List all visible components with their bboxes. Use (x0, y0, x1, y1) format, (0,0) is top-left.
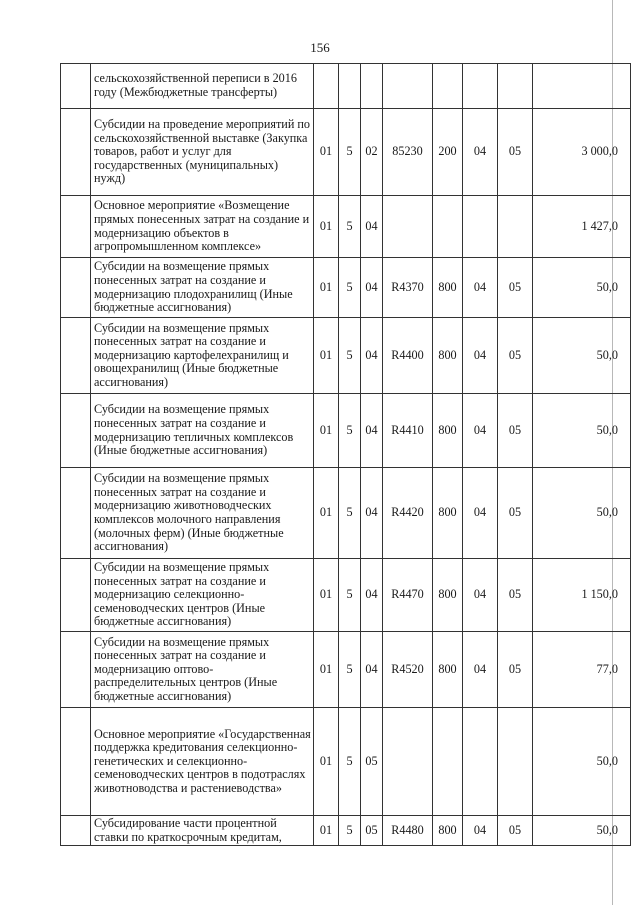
code-target-article: R4400 (383, 318, 433, 394)
code-event: 04 (361, 196, 383, 258)
code-target-article: R4420 (383, 468, 433, 559)
table-row (61, 196, 631, 258)
code-subprogram: 5 (339, 258, 361, 318)
code-subprogram (339, 64, 361, 109)
code-expense-type (433, 64, 463, 109)
code-program: 01 (314, 318, 339, 394)
row-number-cell (61, 559, 91, 632)
row-number-cell (61, 468, 91, 559)
table-row (61, 394, 631, 468)
amount-cell: 1 150,0 (533, 559, 631, 632)
code-subsection (498, 708, 533, 816)
code-subprogram: 5 (339, 632, 361, 708)
code-expense-type (433, 196, 463, 258)
code-subprogram: 5 (339, 816, 361, 846)
code-expense-type: 800 (433, 468, 463, 559)
code-target-article: R4520 (383, 632, 433, 708)
code-section (463, 708, 498, 816)
amount-cell: 50,0 (533, 468, 631, 559)
code-event: 04 (361, 318, 383, 394)
amount-cell: 50,0 (533, 708, 631, 816)
code-subsection: 05 (498, 468, 533, 559)
code-program: 01 (314, 708, 339, 816)
code-event: 05 (361, 708, 383, 816)
table-row (61, 816, 631, 846)
code-target-article (383, 708, 433, 816)
code-target-article: R4470 (383, 559, 433, 632)
code-program: 01 (314, 816, 339, 846)
amount-cell: 1 427,0 (533, 196, 631, 258)
code-event: 04 (361, 468, 383, 559)
code-program (314, 64, 339, 109)
code-section (463, 64, 498, 109)
code-program: 01 (314, 258, 339, 318)
code-target-article: R4410 (383, 394, 433, 468)
code-expense-type (433, 708, 463, 816)
table-row (61, 109, 631, 196)
item-name-cell: Основное мероприятие «Возмещение прямых понесенных затрат на создание и модернизацию объектов в агропромышленном комплексе» (91, 196, 314, 258)
code-event: 04 (361, 258, 383, 318)
code-program: 01 (314, 559, 339, 632)
table-row (61, 559, 631, 632)
code-program: 01 (314, 468, 339, 559)
code-subprogram: 5 (339, 109, 361, 196)
code-subprogram: 5 (339, 559, 361, 632)
row-number-cell (61, 258, 91, 318)
budget-table (60, 63, 631, 846)
code-expense-type: 800 (433, 394, 463, 468)
row-number-cell (61, 196, 91, 258)
code-event: 04 (361, 632, 383, 708)
page-number: 156 (310, 40, 330, 55)
code-event: 02 (361, 109, 383, 196)
amount-cell: 50,0 (533, 258, 631, 318)
amount-cell: 3 000,0 (533, 109, 631, 196)
table-row (61, 64, 631, 109)
row-number-cell (61, 632, 91, 708)
item-name-cell: Субсидии на возмещение прямых понесенных затрат на создание и модернизацию животноводческих комплексов молочного направления (молочных ферм) (Иные бюджетные ассигнования) (91, 468, 314, 559)
row-number-cell (61, 109, 91, 196)
code-section: 04 (463, 394, 498, 468)
item-name-cell: Основное мероприятие «Государственная поддержка кредитования селекционно-генетических и селекционно-семеноводческих центров в подотраслях животноводства и растениеводства» (91, 708, 314, 816)
code-program: 01 (314, 196, 339, 258)
code-subsection (498, 196, 533, 258)
code-section: 04 (463, 109, 498, 196)
code-section: 04 (463, 816, 498, 846)
code-program: 01 (314, 632, 339, 708)
code-program: 01 (314, 394, 339, 468)
code-event: 04 (361, 394, 383, 468)
amount-cell: 50,0 (533, 394, 631, 468)
budget-table-body (61, 64, 631, 846)
item-name-cell: Субсидии на возмещение прямых понесенных затрат на создание и модернизацию плодохранилищ (Иные бюджетные ассигнования) (91, 258, 314, 318)
item-name-cell: Субсидирование части процентной ставки по краткосрочным кредитам, (91, 816, 314, 846)
table-row (61, 258, 631, 318)
table-row (61, 468, 631, 559)
row-number-cell (61, 64, 91, 109)
item-name-cell: Субсидии на возмещение прямых понесенных затрат на создание и модернизацию тепличных комплексов (Иные бюджетные ассигнования) (91, 394, 314, 468)
row-number-cell (61, 816, 91, 846)
code-subprogram: 5 (339, 318, 361, 394)
code-section: 04 (463, 632, 498, 708)
code-event (361, 64, 383, 109)
code-section: 04 (463, 258, 498, 318)
row-number-cell (61, 394, 91, 468)
item-name-cell: сельскохозяйственной переписи в 2016 году (Межбюджетные трансферты) (91, 64, 314, 109)
code-expense-type: 200 (433, 109, 463, 196)
code-event: 05 (361, 816, 383, 846)
amount-cell (533, 64, 631, 109)
code-section (463, 196, 498, 258)
code-target-article: R4480 (383, 816, 433, 846)
code-expense-type: 800 (433, 816, 463, 846)
code-subsection: 05 (498, 109, 533, 196)
code-expense-type: 800 (433, 258, 463, 318)
code-expense-type: 800 (433, 318, 463, 394)
item-name-cell: Субсидии на возмещение прямых понесенных затрат на создание и модернизацию оптово-распределительных центров (Иные бюджетные ассигнования) (91, 632, 314, 708)
code-subprogram: 5 (339, 196, 361, 258)
item-name-cell: Субсидии на возмещение прямых понесенных затрат на создание и модернизацию картофелехранилищ и овощехранилищ (Иные бюджетные ассигнования) (91, 318, 314, 394)
code-section: 04 (463, 559, 498, 632)
code-subsection: 05 (498, 394, 533, 468)
code-subprogram: 5 (339, 468, 361, 559)
amount-cell: 50,0 (533, 318, 631, 394)
code-target-article (383, 196, 433, 258)
code-subsection: 05 (498, 632, 533, 708)
code-section: 04 (463, 318, 498, 394)
item-name-cell: Субсидии на проведение мероприятий по сельскохозяйственной выставке (Закупка товаров, работ и услуг для государственных (муниципальных) нужд) (91, 109, 314, 196)
code-expense-type: 800 (433, 632, 463, 708)
code-event: 04 (361, 559, 383, 632)
table-row (61, 708, 631, 816)
table-row (61, 318, 631, 394)
code-subsection: 05 (498, 318, 533, 394)
code-subsection: 05 (498, 816, 533, 846)
code-expense-type: 800 (433, 559, 463, 632)
code-section: 04 (463, 468, 498, 559)
code-subsection: 05 (498, 258, 533, 318)
amount-cell: 50,0 (533, 816, 631, 846)
item-name-cell: Субсидии на возмещение прямых понесенных затрат на создание и модернизацию селекционно-семеноводческих центров (Иные бюджетные ассигнования) (91, 559, 314, 632)
code-subsection (498, 64, 533, 109)
amount-cell: 77,0 (533, 632, 631, 708)
code-target-article (383, 64, 433, 109)
row-number-cell (61, 318, 91, 394)
row-number-cell (61, 708, 91, 816)
code-program: 01 (314, 109, 339, 196)
code-subsection: 05 (498, 559, 533, 632)
table-row (61, 632, 631, 708)
code-target-article: R4370 (383, 258, 433, 318)
code-target-article: 85230 (383, 109, 433, 196)
code-subprogram: 5 (339, 394, 361, 468)
code-subprogram: 5 (339, 708, 361, 816)
